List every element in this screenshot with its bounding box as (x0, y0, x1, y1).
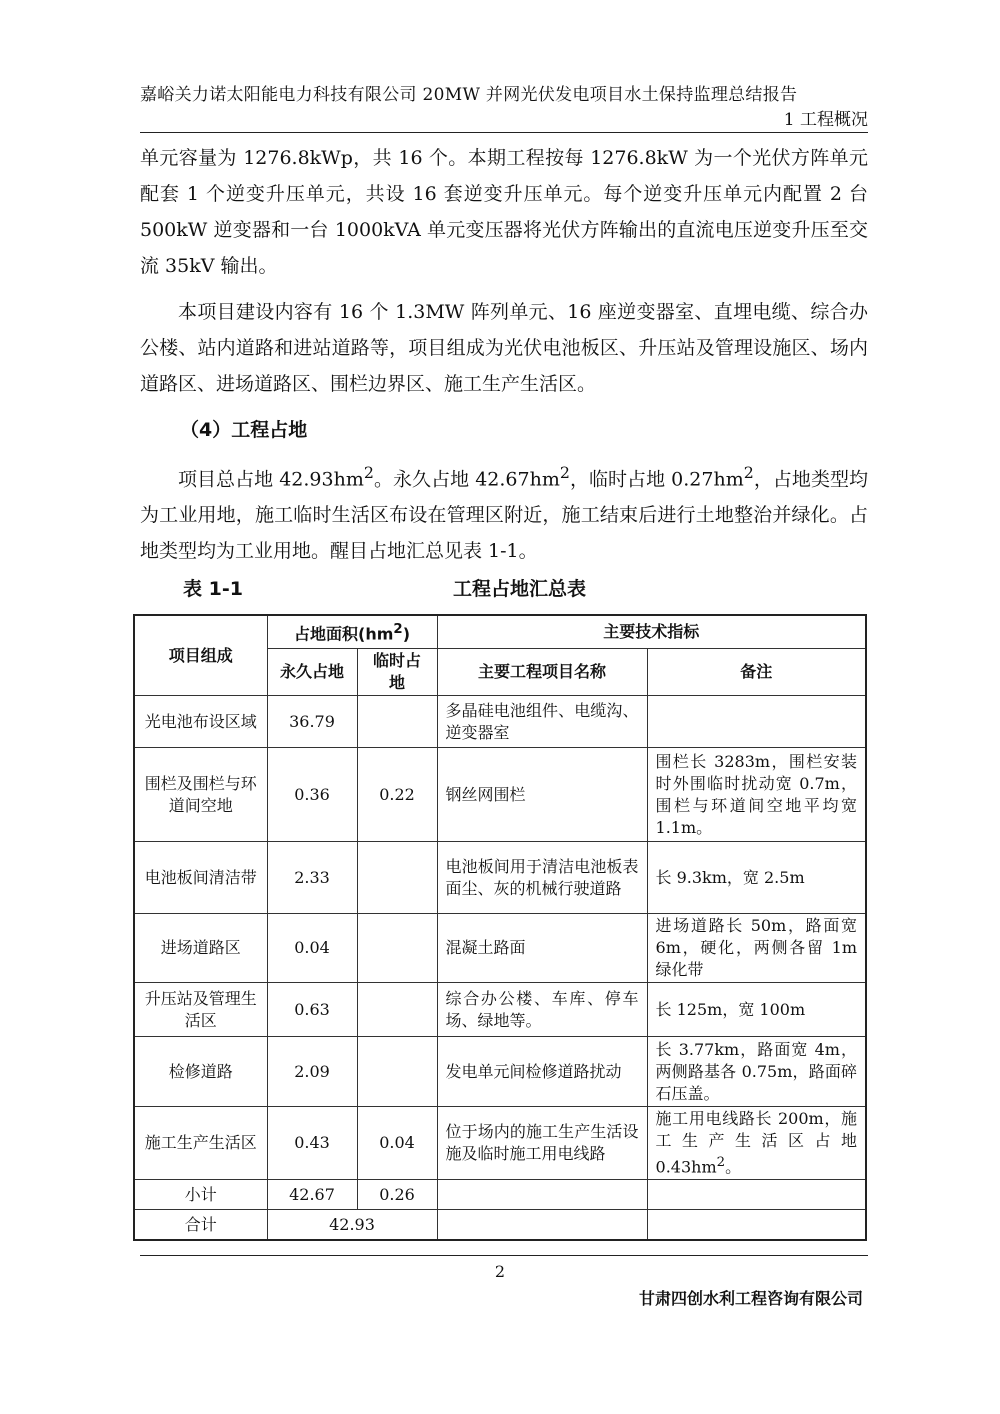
cell-component: 光电池布设区域 (134, 696, 267, 748)
running-header-chapter: 1 工程概况 (783, 110, 868, 130)
cell-component: 检修道路 (134, 1037, 267, 1107)
cell-temporary (357, 983, 437, 1037)
cell-component: 升压站及管理生活区 (134, 983, 267, 1037)
cell-remark: 进场道路长 50m，路面宽 6m，硬化，两侧各留 1m 绿化带 (647, 914, 866, 983)
cell-subtotal-permanent: 42.67 (267, 1180, 357, 1210)
body-text-upper (140, 140, 868, 402)
cell-permanent: 2.09 (267, 1037, 357, 1107)
cell-permanent: 36.79 (267, 696, 357, 748)
cell-permanent: 2.33 (267, 842, 357, 914)
land-use-summary-table (133, 614, 867, 1241)
table-row-subtotal (134, 1180, 866, 1210)
table-title: 工程占地汇总表 (453, 578, 587, 600)
header-main-items: 主要工程项目名称 (437, 649, 647, 696)
header-component: 项目组成 (134, 615, 267, 696)
cell-temporary: 0.04 (357, 1107, 437, 1180)
header-area-group: 占地面积$(hm^2)$ (267, 615, 437, 649)
cell-remark (647, 696, 866, 748)
cell-temporary (357, 1037, 437, 1107)
cell-items: 位于场内的施工生产生活设施及临时施工用电线路 (437, 1107, 647, 1180)
cell-remark: 长 9.3km，宽 2.5m (647, 842, 866, 914)
cell-permanent: 0.63 (267, 983, 357, 1037)
table-row (134, 748, 866, 842)
header-divider (140, 132, 868, 133)
cell-empty (647, 1210, 866, 1240)
cell-items: 电池板间用于清洁电池板表面尘、灰的机械行驶道路 (437, 842, 647, 914)
table-row-total (134, 1210, 866, 1240)
cell-empty (437, 1210, 647, 1240)
cell-component: 施工生产生活区 (134, 1107, 267, 1180)
header-permanent: 永久占地 (267, 649, 357, 696)
cell-permanent: 0.36 (267, 748, 357, 842)
cell-temporary (357, 842, 437, 914)
cell-temporary (357, 914, 437, 983)
cell-total-label: 合计 (134, 1210, 267, 1240)
table-row (134, 1037, 866, 1107)
cell-total-value: 42.93 (267, 1210, 437, 1240)
cell-remark: 施工用电线路长 200m，施工生产生活区占地 $0.43hm^2$。 (647, 1107, 866, 1180)
table-number: 表 1-1 (183, 578, 243, 600)
running-header-title: 嘉峪关力诺太阳能电力科技有限公司 20MW 并网光伏发电项目水土保持监理总结报告 (140, 85, 798, 105)
cell-permanent: 0.04 (267, 914, 357, 983)
cell-remark: 长 3.77km，路面宽 4m，两侧路基各 0.75m，路面碎石压盖。 (647, 1037, 866, 1107)
cell-empty (647, 1180, 866, 1210)
cell-temporary (357, 696, 437, 748)
header-tech-group: 主要技术指标 (437, 615, 866, 649)
cell-items: 混凝土路面 (437, 914, 647, 983)
cell-component: 电池板间清洁带 (134, 842, 267, 914)
body-text-land-use (140, 455, 868, 569)
cell-component: 围栏及围栏与环道间空地 (134, 748, 267, 842)
table-row (134, 914, 866, 983)
cell-subtotal-label: 小计 (134, 1180, 267, 1210)
footer-divider (140, 1255, 868, 1256)
cell-remark: 长 125m，宽 100m (647, 983, 866, 1037)
section-heading-land-use: （4）工程占地 (180, 419, 308, 441)
paragraph-construction-content: 本项目建设内容有 16 个 1.3MW 阵列单元、16 座逆变器室、直埋电缆、综合办公楼、站内道路和进站道路等，项目组成为光伏电池板区、升压站及管理设施区、场内道路区、进场道路区、围栏边界区、施工生产生活区。 (140, 301, 868, 395)
cell-remark: 围栏长 3283m，围栏安装时外围临时扰动宽 0.7m，围栏与环道间空地平均宽 1.1m。 (647, 748, 866, 842)
table-row (134, 842, 866, 914)
cell-permanent: 0.43 (267, 1107, 357, 1180)
paragraph-land-use: 项目总占地 $42.93hm^2$。永久占地 $42.67hm^2$，临时占地 $0.27hm^2$，占地类型均为工业用地，施工临时生活区布设在管理区附近，施工结束后进行土地整治并绿化。占地类型均为工业用地。醒目占地汇总见表 1-1。 (140, 463, 869, 563)
paragraph-array-config: 单元容量为 1276.8kWp，共 16 个。本期工程按每 1276.8kW 为一个光伏方阵单元配套 1 个逆变升压单元，共设 16 套逆变升压单元。每个逆变升压单元内配置 2 台 500kW 逆变器和一台 1000kVA 单元变压器将光伏方阵输出的直流电压逆变升压至交流 35kV 输出。 (140, 147, 868, 277)
table-row (134, 696, 866, 748)
cell-subtotal-temporary: 0.26 (357, 1180, 437, 1210)
footer-company: 甘肃四创水利工程咨询有限公司 (638, 1289, 863, 1308)
cell-items: 多晶硅电池组件、电缆沟、逆变器室 (437, 696, 647, 748)
cell-temporary: 0.22 (357, 748, 437, 842)
cell-empty (437, 1180, 647, 1210)
header-remark: 备注 (647, 649, 866, 696)
cell-items: 发电单元间检修道路扰动 (437, 1037, 647, 1107)
table-header-row (134, 615, 866, 649)
table-row (134, 1107, 866, 1180)
cell-items: 综合办公楼、车库、停车场、绿地等。 (437, 983, 647, 1037)
page-number: 2 (494, 1262, 506, 1281)
header-temporary: 临时占地 (357, 649, 437, 696)
table-row (134, 983, 866, 1037)
cell-items: 钢丝网围栏 (437, 748, 647, 842)
cell-component: 进场道路区 (134, 914, 267, 983)
